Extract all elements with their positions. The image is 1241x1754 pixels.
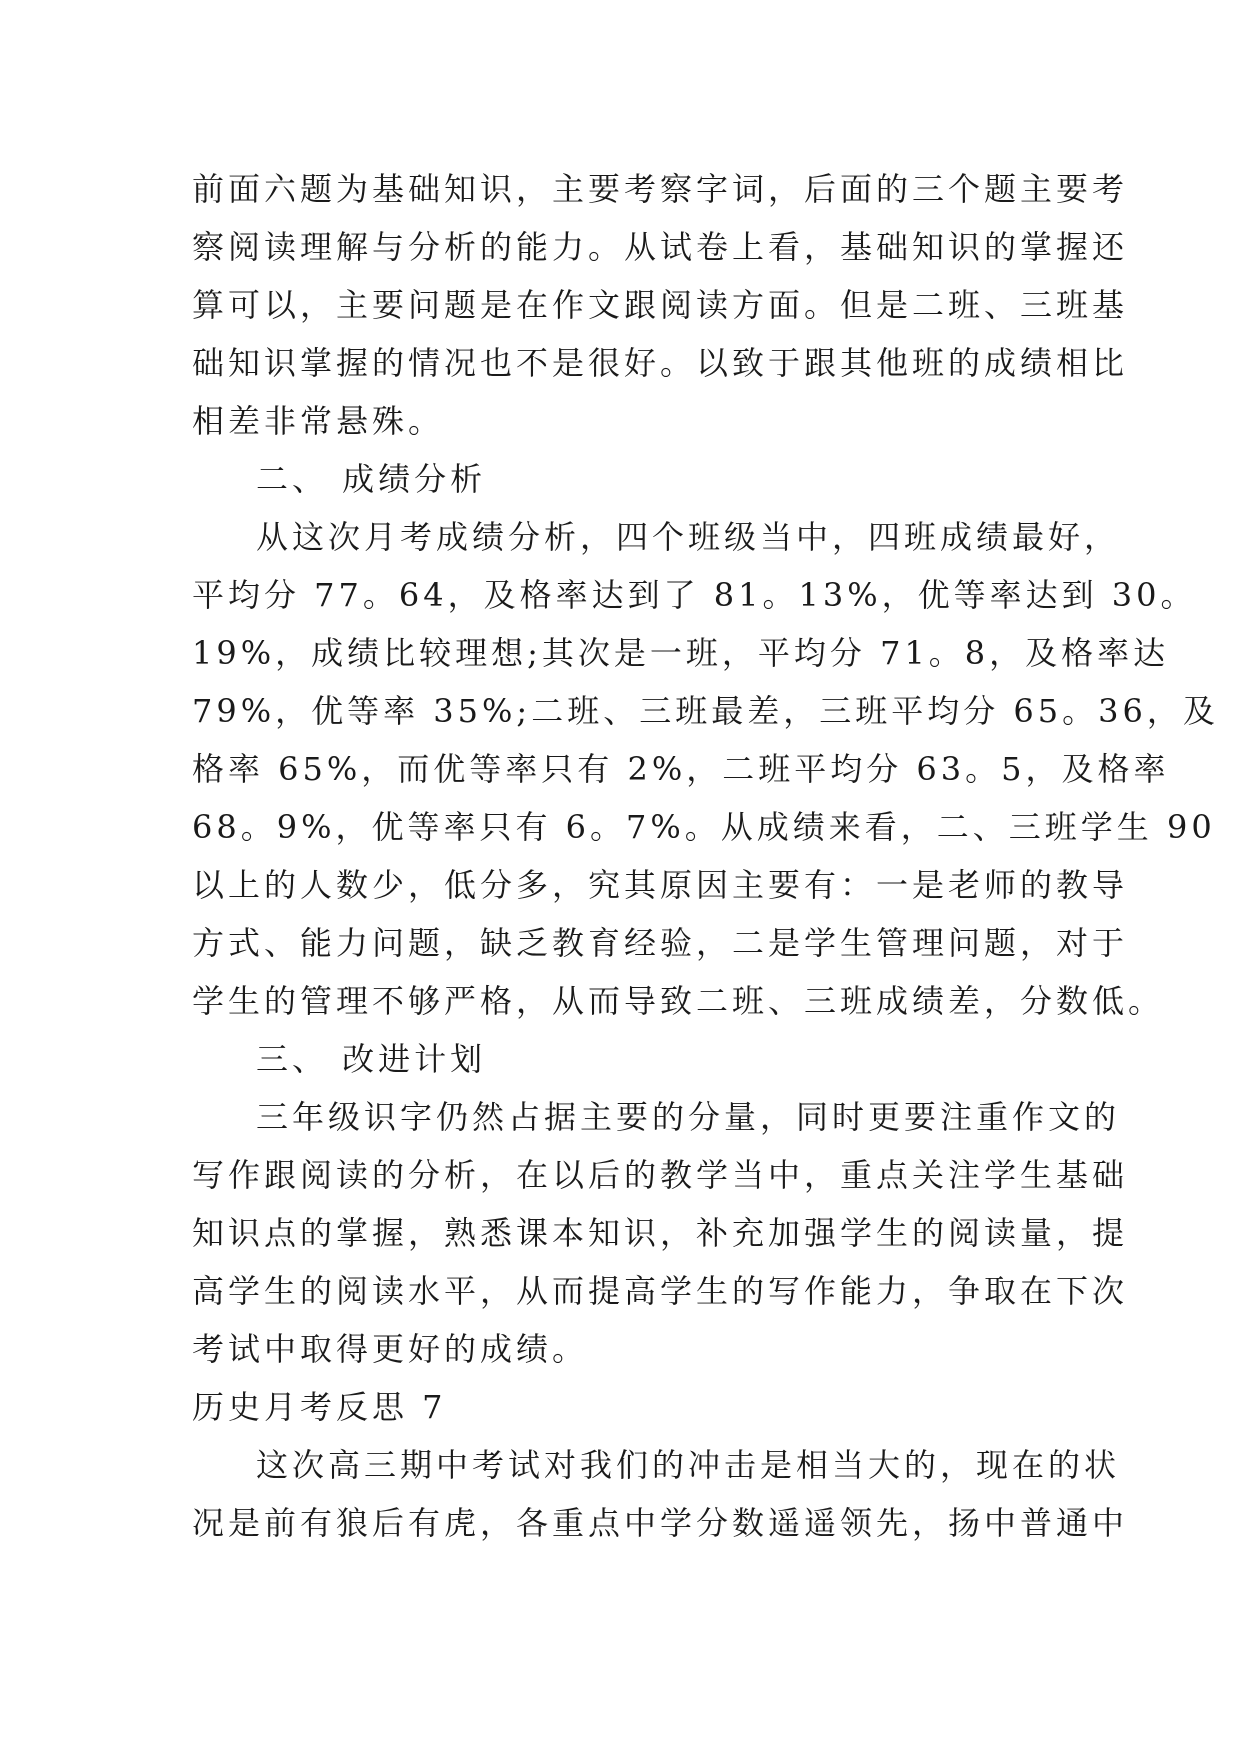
text-line: 高学生的阅读水平，从而提高学生的写作能力，争取在下次 (192, 1272, 1129, 1310)
text-line: 三年级识字仍然占据主要的分量，同时更要注重作文的 (256, 1098, 1121, 1136)
text-line: 19%，成绩比较理想;其次是一班，平均分 71。8，及格率达 (192, 634, 1170, 672)
text-line: 算可以，主要问题是在作文跟阅读方面。但是二班、三班基 (192, 286, 1129, 324)
text-line: 况是前有狼后有虎，各重点中学分数遥遥领先，扬中普通中 (192, 1504, 1129, 1542)
text-line: 考试中取得更好的成绩。 (192, 1330, 589, 1368)
text-line: 写作跟阅读的分析，在以后的教学当中，重点关注学生基础 (192, 1156, 1129, 1194)
text-line: 以上的人数少，低分多，究其原因主要有：一是老师的教导 (192, 866, 1129, 904)
text-line: 68。9%，优等率只有 6。7%。从成绩来看，二、三班学生 90 (192, 808, 1216, 846)
text-line: 从这次月考成绩分析，四个班级当中，四班成绩最好， (256, 518, 1121, 556)
text-line: 察阅读理解与分析的能力。从试卷上看，基础知识的掌握还 (192, 228, 1129, 266)
text-line: 方式、能力问题，缺乏教育经验，二是学生管理问题，对于 (192, 924, 1129, 962)
text-line: 平均分 77。64，及格率达到了 81。13%，优等率达到 30。 (192, 576, 1197, 614)
text-line: 这次高三期中考试对我们的冲击是相当大的，现在的状 (256, 1446, 1121, 1484)
text-line: 相差非常悬殊。 (192, 402, 445, 440)
text-line: 知识点的掌握，熟悉课本知识，补充加强学生的阅读量，提 (192, 1214, 1129, 1252)
document-body (192, 160, 1219, 1552)
text-line: 二、 成绩分析 (256, 460, 487, 498)
text-line: 三、 改进计划 (256, 1040, 487, 1078)
text-line: 79%，优等率 35%;二班、三班最差，三班平均分 65。36，及 (192, 692, 1219, 730)
text-line: 础知识掌握的情况也不是很好。以致于跟其他班的成绩相比 (192, 344, 1129, 382)
text-line: 格率 65%，而优等率只有 2%，二班平均分 63。5，及格率 (192, 750, 1170, 788)
text-line: 学生的管理不够严格，从而导致二班、三班成绩差，分数低。 (192, 982, 1165, 1020)
text-line: 历史月考反思 7 (192, 1388, 447, 1426)
text-line: 前面六题为基础知识，主要考察字词，后面的三个题主要考 (192, 170, 1129, 208)
